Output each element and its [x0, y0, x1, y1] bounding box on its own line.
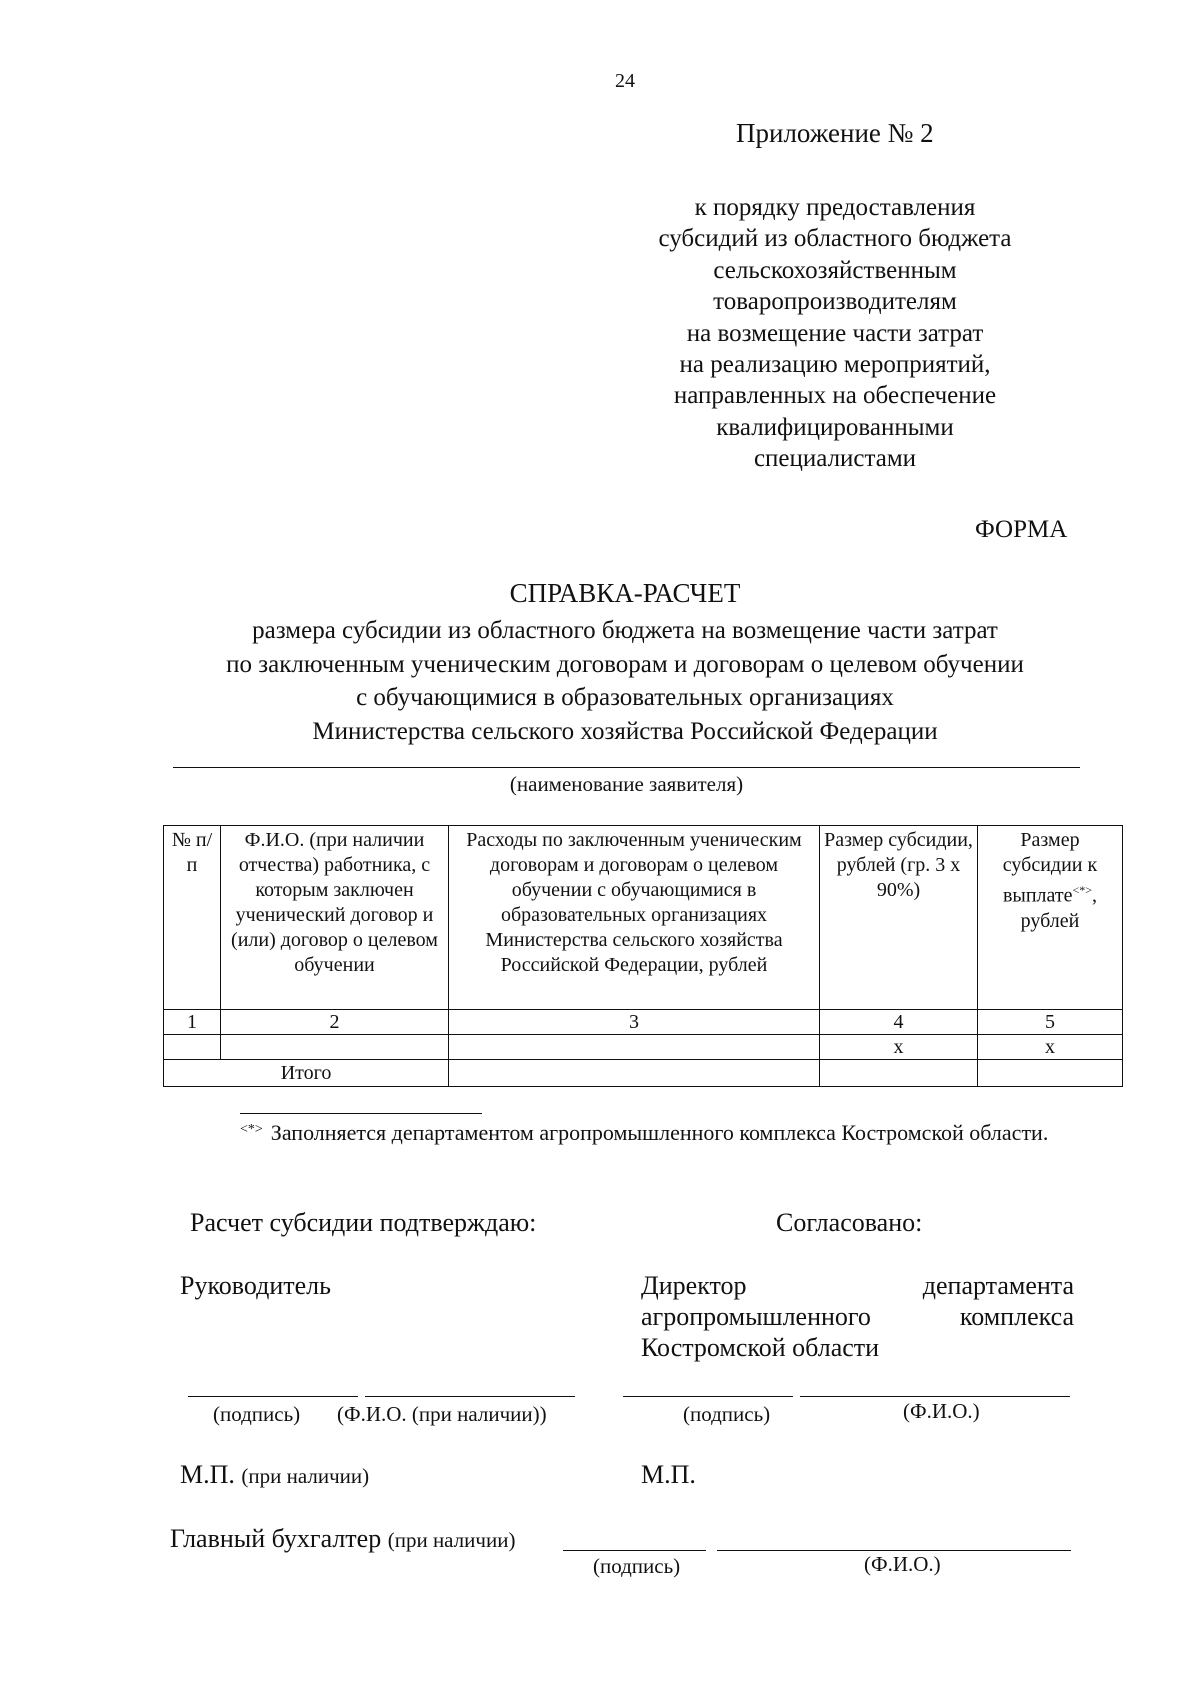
appendix-line: направленных на обеспечение — [673, 382, 997, 410]
right-role: Директор департамента агропромышленного комплекса Костромской области — [641, 1271, 1074, 1362]
page-number: 24 — [615, 70, 635, 92]
accountant-name-caption: (Ф.И.О.) — [864, 1552, 941, 1576]
column-number: 3 — [449, 1010, 820, 1035]
left-signature-line[interactable] — [188, 1396, 358, 1397]
subtitle-line: Министерства сельского хозяйства Российской Федерации — [312, 717, 938, 745]
total-cell[interactable] — [978, 1060, 1123, 1087]
table-header-row — [164, 826, 1123, 1010]
header-expenses: Расходы по заключенным ученическим договорам и договорам о целевом обучении с обучающимися в образовательных организациях Министерства сельского хозяйства Российской Федерации, рублей — [449, 826, 820, 1010]
form-label: ФОРМА — [975, 516, 1068, 543]
footnote-mark: <*> — [1072, 883, 1093, 897]
table-cell[interactable] — [449, 1035, 820, 1060]
appendix-line: на реализацию мероприятий, — [679, 351, 991, 379]
column-number: 4 — [820, 1010, 978, 1035]
right-name-caption: (Ф.И.О.) — [903, 1399, 980, 1423]
table-row — [164, 1035, 1123, 1060]
applicant-name-line[interactable] — [173, 767, 1080, 768]
accountant-name-line[interactable] — [717, 1550, 1071, 1551]
header-subsidy-payout: Размер субсидии к выплате<*>, рублей — [978, 826, 1123, 1010]
total-label: Итого — [164, 1060, 449, 1087]
applicant-caption: (наименование заявителя) — [509, 772, 744, 796]
appendix-title: Приложение № 2 — [736, 118, 934, 148]
column-number: 5 — [978, 1010, 1123, 1035]
header-subsidy-size: Размер субсидии, рублей (гр. 3 х 90%) — [820, 826, 978, 1010]
total-cell[interactable] — [449, 1060, 820, 1087]
document-subtitle — [0, 614, 1200, 748]
subtitle-line: размера субсидии из областного бюджета на возмещение части затрат — [252, 617, 998, 644]
table-cell: х — [820, 1035, 978, 1060]
footnote-mark: <*> — [240, 1122, 263, 1137]
total-cell[interactable] — [820, 1060, 978, 1087]
column-number: 2 — [221, 1010, 449, 1035]
calculation-table — [163, 825, 1123, 1087]
column-number: 1 — [164, 1010, 221, 1035]
footnote — [170, 1114, 1084, 1149]
column-numbers-row — [164, 1010, 1123, 1035]
appendix-description — [610, 192, 1060, 475]
appendix-line: субсидий из областного бюджета — [658, 225, 1012, 253]
approved-heading: Согласовано: — [776, 1208, 923, 1237]
subtitle-line: с обучающимися в образовательных организациях — [356, 684, 894, 711]
subtitle-line: по заключенным ученическим договорам и договорам о целевом обучении — [226, 650, 1024, 678]
confirm-heading: Расчет субсидии подтверждаю: — [190, 1208, 537, 1237]
accountant-signature-line[interactable] — [563, 1550, 706, 1551]
accountant-label: Главный бухгалтер (при наличии) — [170, 1524, 516, 1553]
appendix-line: товаропроизводителям — [713, 288, 957, 316]
left-name-caption: (Ф.И.О. (при наличии)) — [337, 1402, 547, 1426]
appendix-line: к порядку предоставления — [694, 194, 976, 221]
right-name-line[interactable] — [800, 1396, 1070, 1397]
appendix-line: сельскохозяйственным — [713, 256, 957, 284]
left-stamp-place: М.П. (при наличии) — [180, 1460, 370, 1489]
appendix-line: квалифицированными — [716, 413, 954, 441]
appendix-line: на возмещение части затрат — [686, 319, 984, 347]
header-fio: Ф.И.О. (при наличии отчества) работника, с которым заключен ученический договор и (или) договор о целевом обучении — [221, 826, 449, 1010]
right-stamp-place: М.П. — [641, 1460, 696, 1489]
accountant-signature-caption: (подпись) — [593, 1554, 681, 1578]
right-signature-line[interactable] — [623, 1396, 793, 1397]
footnote-text: Заполняется департаментом агропромышленного комплекса Костромской области. — [270, 1120, 1049, 1145]
left-signature-caption: (подпись) — [213, 1402, 301, 1426]
header-number: № п/п — [164, 826, 221, 1010]
document-title: СПРАВКА-РАСЧЕТ — [509, 578, 741, 608]
left-name-line[interactable] — [365, 1396, 575, 1397]
table-cell[interactable] — [164, 1035, 221, 1060]
right-signature-caption: (подпись) — [683, 1402, 771, 1426]
total-row — [164, 1060, 1123, 1087]
left-role: Руководитель — [180, 1271, 331, 1300]
appendix-line: специалистами — [753, 445, 917, 473]
table-cell[interactable] — [221, 1035, 449, 1060]
table-cell: х — [978, 1035, 1123, 1060]
